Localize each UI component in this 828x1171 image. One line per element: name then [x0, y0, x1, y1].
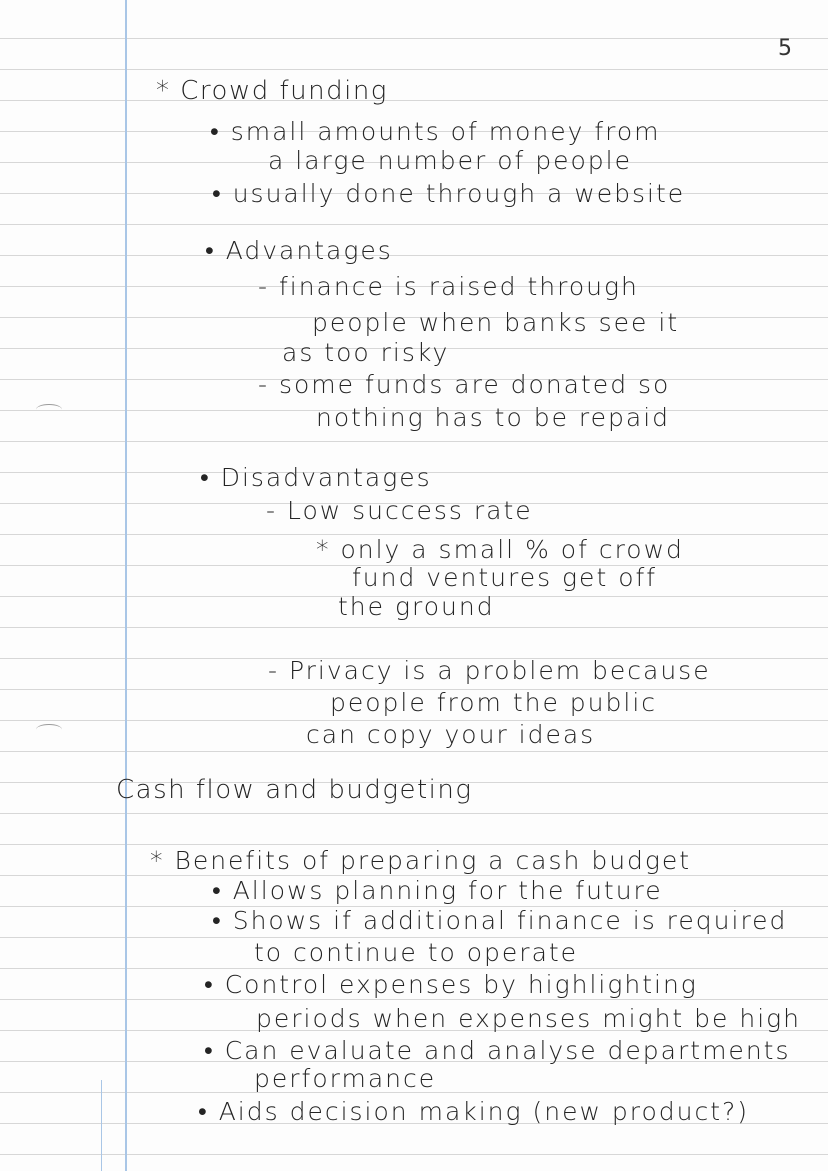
advantage-item: nothing has to be repaid	[316, 403, 671, 432]
benefit-item: performance	[254, 1064, 437, 1093]
benefit-item: • Allows planning for the future	[212, 876, 663, 905]
margin-line-lower	[101, 1080, 102, 1171]
page-number: 5	[778, 36, 792, 61]
benefit-item: • Aids decision making (new product?)	[198, 1097, 750, 1126]
benefits-label: * Benefits of preparing a cash budget	[150, 846, 692, 875]
disadvantage-item: the ground	[338, 592, 495, 621]
advantage-item: as too risky	[282, 338, 450, 367]
benefit-item: • Shows if additional finance is required	[212, 906, 788, 935]
benefit-item: periods when expenses might be high	[256, 1004, 802, 1033]
advantage-item: people when banks see it	[312, 308, 680, 337]
benefit-item: • Can evaluate and analyse departments	[204, 1036, 791, 1065]
crowdfunding-heading: * Crowd funding	[156, 76, 388, 106]
punch-hole-bottom	[36, 724, 62, 735]
disadvantage-item: fund ventures get off	[352, 563, 658, 592]
benefit-item: • Control expenses by highlighting	[204, 970, 698, 999]
advantage-item: - some funds are donated so	[258, 370, 671, 399]
advantages-label: • Advantages	[205, 236, 393, 265]
disadvantage-item: * only a small % of crowd	[316, 535, 684, 564]
disadvantage-item: can copy your ideas	[306, 720, 596, 749]
disadvantage-item: people from the public	[330, 688, 658, 717]
crowdfunding-point: a large number of people	[268, 146, 633, 175]
punch-hole-top	[36, 404, 62, 415]
disadvantage-item: - Privacy is a problem because	[268, 656, 711, 685]
crowdfunding-point: • small amounts of money from	[210, 117, 661, 146]
disadvantage-item: - Low success rate	[266, 496, 533, 525]
disadvantages-label: • Disadvantages	[200, 463, 432, 492]
margin-line	[125, 0, 127, 1171]
advantage-item: - finance is raised through	[258, 272, 639, 301]
benefit-item: to continue to operate	[254, 938, 579, 967]
crowdfunding-point: • usually done through a website	[212, 179, 686, 208]
cash-flow-heading: Cash flow and budgeting	[116, 775, 473, 805]
